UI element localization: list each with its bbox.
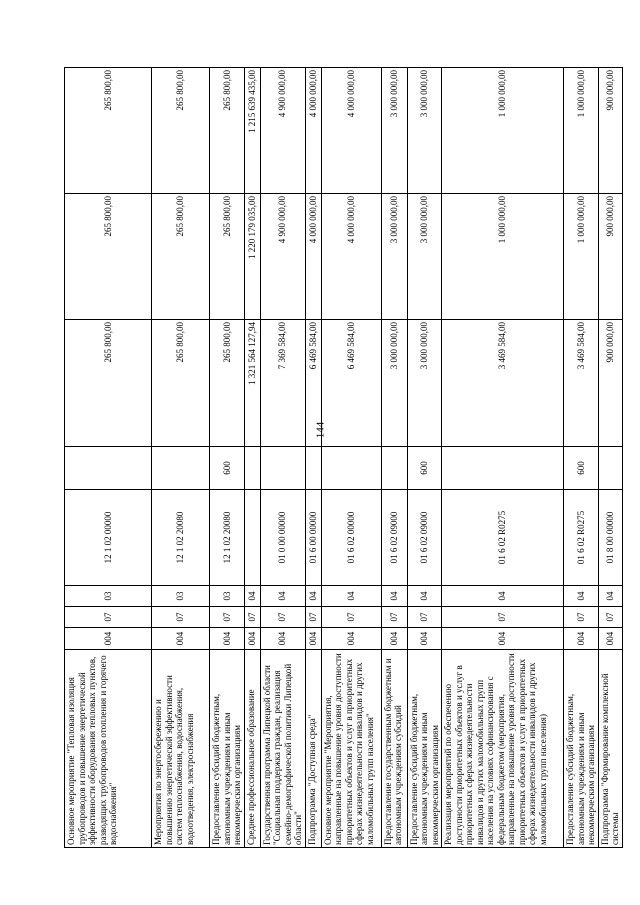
expense-kind-cell bbox=[65, 447, 152, 490]
table-row bbox=[210, 68, 245, 848]
table-row bbox=[152, 68, 210, 848]
expense-kind-cell bbox=[598, 447, 622, 490]
target-article-cell: 01 6 02 00000 bbox=[321, 490, 381, 586]
table-row bbox=[598, 68, 622, 848]
amount-year1-cell: 265 800,00 bbox=[65, 320, 152, 447]
target-article-cell: 12 1 02 20080 bbox=[210, 490, 245, 586]
amount-year2-cell: 265 800,00 bbox=[210, 194, 245, 320]
amount-year2-cell: 4 000 000,00 bbox=[321, 194, 381, 320]
section-cell: 07 bbox=[442, 607, 564, 628]
amount-year3-cell: 3 000 000,00 bbox=[381, 68, 407, 194]
name-cell: Подпрограмма "Доступная среда" bbox=[305, 650, 321, 848]
amount-year2-cell: 4 000 000,00 bbox=[305, 194, 321, 320]
amount-year1-cell: 3 000 000,00 bbox=[381, 320, 407, 447]
amount-year3-cell: 3 000 000,00 bbox=[407, 68, 442, 194]
subsection-cell: 03 bbox=[210, 586, 245, 607]
section-cell: 07 bbox=[65, 607, 152, 628]
admin-code-cell: 004 bbox=[65, 628, 152, 650]
expense-kind-cell: 600 bbox=[210, 447, 245, 490]
budget-table bbox=[64, 67, 623, 848]
subsection-cell: 03 bbox=[152, 586, 210, 607]
amount-year3-cell: 900 000,00 bbox=[598, 68, 622, 194]
name-cell: Основное мероприятие "Мероприятия, направленные на повышение уровня доступности приоритетных объектов и услуг в приоритетных сферах жизнедеятельности инвалидов и других маломобильных групп населения" bbox=[321, 650, 381, 848]
name-cell: Предоставление субсидий бюджетным, автономным учреждениям и иным некоммерческим организациям bbox=[210, 650, 245, 848]
amount-year3-cell: 1 215 639 435,00 bbox=[244, 68, 260, 194]
admin-code-cell: 004 bbox=[564, 628, 599, 650]
admin-code-cell: 004 bbox=[152, 628, 210, 650]
amount-year1-cell: 265 800,00 bbox=[152, 320, 210, 447]
table-row bbox=[321, 68, 381, 848]
expense-kind-cell bbox=[260, 447, 305, 490]
subsection-cell: 04 bbox=[244, 586, 260, 607]
expense-kind-cell bbox=[381, 447, 407, 490]
admin-code-cell: 004 bbox=[407, 628, 442, 650]
section-cell: 07 bbox=[260, 607, 305, 628]
amount-year3-cell: 1 000 000,00 bbox=[442, 68, 564, 194]
admin-code-cell: 004 bbox=[381, 628, 407, 650]
subsection-cell: 04 bbox=[381, 586, 407, 607]
page-number: 144 bbox=[314, 421, 327, 439]
name-cell: Подпрограмма "Формирование комплексной системы bbox=[598, 650, 622, 848]
target-article-cell: 01 8 00 00000 bbox=[598, 490, 622, 586]
section-cell: 07 bbox=[598, 607, 622, 628]
subsection-cell: 04 bbox=[260, 586, 305, 607]
admin-code-cell: 004 bbox=[210, 628, 245, 650]
section-cell: 07 bbox=[244, 607, 260, 628]
section-cell: 07 bbox=[381, 607, 407, 628]
amount-year3-cell: 265 800,00 bbox=[210, 68, 245, 194]
table-row bbox=[442, 68, 564, 848]
amount-year1-cell: 6 469 584,00 bbox=[321, 320, 381, 447]
name-cell: Реализация мероприятий по обеспечению доступности приоритетных объектов и услуг в приоритетных сферах жизнедеятельности инвалидов и других маломобильных групп населения на условиях софинансирования с федеральным бюджетом (мероприятия, направленные на повышение уровня доступности приоритетных объектов и услуг в приоритетных сферах жизнедеятельности инвалидов и других маломобильных групп населения) bbox=[442, 650, 564, 848]
table-row bbox=[305, 68, 321, 848]
name-cell: Среднее профессиональное образование bbox=[244, 650, 260, 848]
amount-year2-cell: 1 000 000,00 bbox=[564, 194, 599, 320]
table-row bbox=[244, 68, 260, 848]
name-cell: Основное мероприятие "Тепловая изоляция трубопроводов и повышение энергетической эффективности оборудования тепловых пунктов, разводящих трубопроводов отопления и горячего водоснабжения" bbox=[65, 650, 152, 848]
section-cell: 07 bbox=[407, 607, 442, 628]
section-cell: 07 bbox=[305, 607, 321, 628]
amount-year3-cell: 4 000 000,00 bbox=[321, 68, 381, 194]
table-row bbox=[564, 68, 599, 848]
admin-code-cell: 004 bbox=[321, 628, 381, 650]
subsection-cell: 04 bbox=[321, 586, 381, 607]
target-article-cell bbox=[244, 490, 260, 586]
amount-year3-cell: 1 000 000,00 bbox=[564, 68, 599, 194]
admin-code-cell: 004 bbox=[305, 628, 321, 650]
subsection-cell: 04 bbox=[564, 586, 599, 607]
amount-year3-cell: 265 800,00 bbox=[152, 68, 210, 194]
amount-year1-cell: 3 469 584,00 bbox=[564, 320, 599, 447]
section-cell: 07 bbox=[152, 607, 210, 628]
amount-year2-cell: 4 900 000,00 bbox=[260, 194, 305, 320]
amount-year1-cell: 265 800,00 bbox=[210, 320, 245, 447]
expense-kind-cell bbox=[321, 447, 381, 490]
admin-code-cell: 004 bbox=[260, 628, 305, 650]
subsection-cell: 04 bbox=[442, 586, 564, 607]
amount-year1-cell: 3 000 000,00 bbox=[407, 320, 442, 447]
amount-year1-cell: 1 321 564 127,94 bbox=[244, 320, 260, 447]
table-row bbox=[260, 68, 305, 848]
name-cell: Мероприятия по энергосбережению и повышению энергетической эффективности систем теплоснабжения, водоснабжения, водоотведения, электроснабжения bbox=[152, 650, 210, 848]
amount-year1-cell: 3 469 584,00 bbox=[442, 320, 564, 447]
amount-year3-cell: 4 900 000,00 bbox=[260, 68, 305, 194]
admin-code-cell: 004 bbox=[244, 628, 260, 650]
amount-year2-cell: 3 000 000,00 bbox=[381, 194, 407, 320]
admin-code-cell: 004 bbox=[598, 628, 622, 650]
expense-kind-cell bbox=[442, 447, 564, 490]
expense-kind-cell bbox=[152, 447, 210, 490]
target-article-cell: 01 6 02 R0275 bbox=[564, 490, 599, 586]
expense-kind-cell bbox=[305, 447, 321, 490]
target-article-cell: 01 6 02 R0275 bbox=[442, 490, 564, 586]
budget-table-rotated bbox=[64, 68, 620, 848]
amount-year2-cell: 3 000 000,00 bbox=[407, 194, 442, 320]
amount-year3-cell: 265 800,00 bbox=[65, 68, 152, 194]
subsection-cell: 03 bbox=[65, 586, 152, 607]
amount-year2-cell: 900 000,00 bbox=[598, 194, 622, 320]
target-article-cell: 01 0 00 00000 bbox=[260, 490, 305, 586]
subsection-cell: 04 bbox=[598, 586, 622, 607]
target-article-cell: 12 1 02 20080 bbox=[152, 490, 210, 586]
amount-year3-cell: 4 000 000,00 bbox=[305, 68, 321, 194]
section-cell: 07 bbox=[564, 607, 599, 628]
target-article-cell: 01 6 00 00000 bbox=[305, 490, 321, 586]
expense-kind-cell: 600 bbox=[564, 447, 599, 490]
target-article-cell: 01 6 02 09000 bbox=[407, 490, 442, 586]
amount-year1-cell: 7 369 584,00 bbox=[260, 320, 305, 447]
amount-year2-cell: 265 800,00 bbox=[65, 194, 152, 320]
expense-kind-cell bbox=[244, 447, 260, 490]
section-cell: 07 bbox=[321, 607, 381, 628]
amount-year2-cell: 1 220 179 035,00 bbox=[244, 194, 260, 320]
amount-year1-cell: 6 469 584,00 bbox=[305, 320, 321, 447]
target-article-cell: 12 1 02 00000 bbox=[65, 490, 152, 586]
table-row bbox=[65, 68, 152, 848]
amount-year2-cell: 265 800,00 bbox=[152, 194, 210, 320]
name-cell: Предоставление государственным бюджетным и автономным учреждениям субсидий bbox=[381, 650, 407, 848]
name-cell: Государственная программа Липецкой области "Социальная поддержка граждан, реализация семейно-демографической политики Липецкой области" bbox=[260, 650, 305, 848]
subsection-cell: 04 bbox=[407, 586, 442, 607]
name-cell: Предоставление субсидий бюджетным, автономным учреждениям и иным некоммерческим организациям bbox=[564, 650, 599, 848]
amount-year1-cell: 900 000,00 bbox=[598, 320, 622, 447]
subsection-cell: 04 bbox=[305, 586, 321, 607]
table-body bbox=[65, 68, 623, 848]
table-row bbox=[407, 68, 442, 848]
amount-year2-cell: 1 000 000,00 bbox=[442, 194, 564, 320]
section-cell: 07 bbox=[210, 607, 245, 628]
name-cell: Предоставление субсидий бюджетным, автономным учреждениям и иным некоммерческим организациям bbox=[407, 650, 442, 848]
expense-kind-cell: 600 bbox=[407, 447, 442, 490]
table-row bbox=[381, 68, 407, 848]
target-article-cell: 01 6 02 09000 bbox=[381, 490, 407, 586]
admin-code-cell: 004 bbox=[442, 628, 564, 650]
